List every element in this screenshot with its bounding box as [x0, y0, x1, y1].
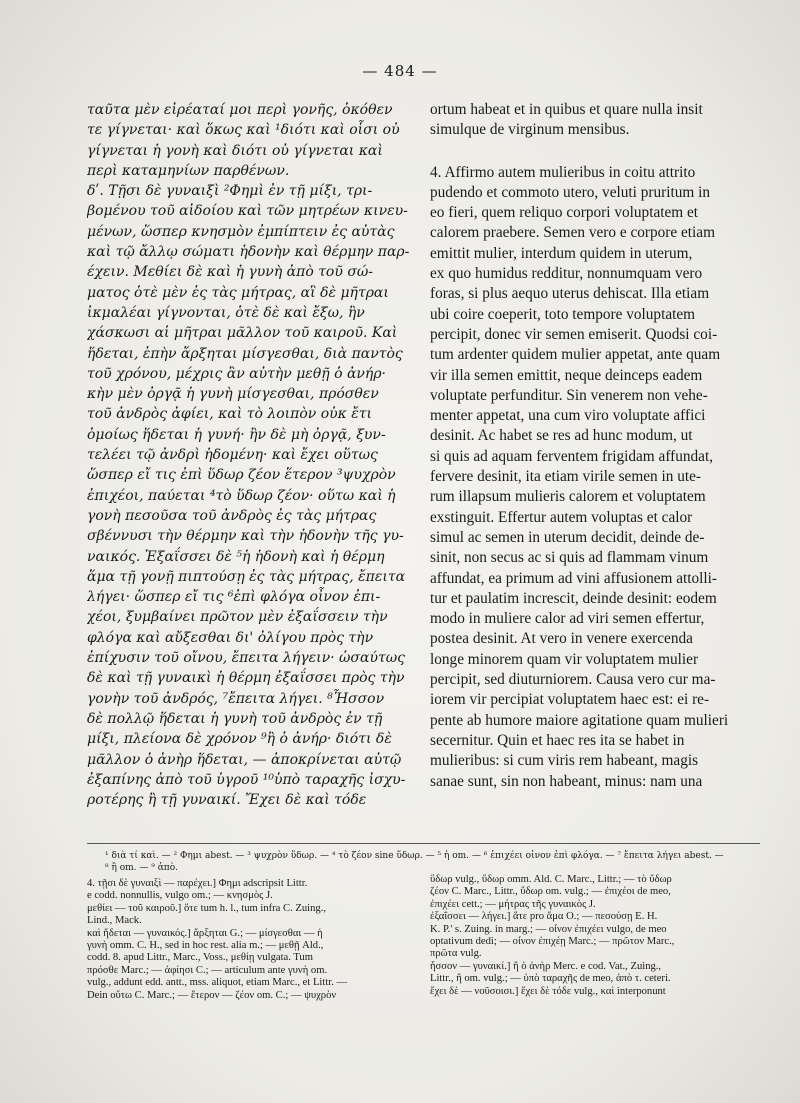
- greek-text-line: σβέννυσι τὴν θέρμην καὶ τὴν ἡδονὴν τῆς γυ-: [87, 528, 404, 545]
- paragraph-gap: [430, 141, 760, 163]
- greek-text-line: ἥδεται, ἐπὴν ἄρξηται μίσγεσθαι, διὰ παντὸς: [87, 345, 403, 362]
- greek-text-line: φλόγα καὶ αὔξεσθαι δι' ὀλίγου πρὸς τὴν: [87, 629, 374, 646]
- greek-text-line: μίξι, πλείονα δὲ χρόνον ⁹ἢ ὁ ἀνήρ· διότι δὲ: [87, 731, 392, 748]
- apparatus-line: ὕδωρ vulg., ὕδωρ omm. Ald. C. Marc., Littr.; — τὸ ὕδωρ: [430, 874, 672, 885]
- latin-text-line: iorem vir percipiat voluptatem haec est: ei re-: [430, 691, 710, 709]
- apparatus-line: vulg., addunt edd. antt., mss. aliquot, etiam Marc., et Littr. —: [87, 977, 348, 989]
- latin-text-line: simulque de virginum mensibus.: [430, 121, 630, 139]
- latin-text-line: rum illapsum mulieris calorem et voluptatem: [430, 488, 706, 506]
- footnote-line: ¹ διὰ τί καὶ. — ² Φημι abest. — ³ ψυχρὸν ὕδωρ. — ⁴ τὸ ζέον sine ὕδωρ. — ⁵ ἡ om. — ⁶ ἐπιχέει οἶνον ἐπὶ φλόγα. — ⁷ ἔπειτα λήγει abest. —: [105, 851, 724, 861]
- greek-text-line: ἐπιχέοι, παύεται ⁴τὸ ὕδωρ ζέον· οὕτω καὶ ἡ: [87, 487, 396, 504]
- apparatus-line: πρόσθε Marc.; — ἀφίησι C.; — articulum ante γυνὴ om.: [87, 964, 328, 976]
- footnote-line: ⁸ ἢ om. — ⁹ ἀπὸ.: [105, 863, 178, 873]
- greek-text-line: λήγει· ὥσπερ εἴ τις ⁶ἐπὶ φλόγα οἶνον ἐπι-: [87, 589, 381, 606]
- latin-text-line: longe minorem quam vir voluptatem mulier: [430, 650, 699, 668]
- latin-text-line: modo in muliere calor ad viri semen effertur,: [430, 610, 705, 628]
- apparatus-line: e codd. nonnullis, vulgo om.; — κνησμὸς J.: [87, 890, 273, 902]
- latin-text-line: exstinguit. Effertur autem voluptas et calor: [430, 508, 693, 526]
- critical-apparatus-right: [430, 874, 760, 998]
- latin-text-line: desinit. Ac habet se res ad hunc modum, ut: [430, 427, 693, 445]
- latin-text-line: ex quo humidus redditur, nonnumquam vero: [430, 265, 703, 283]
- greek-text-line: ὥσπερ εἴ τις ἐπὶ ὕδωρ ζέον ἕτερον ³ψυχρὸν: [87, 467, 396, 484]
- latin-text-column: [430, 100, 760, 792]
- latin-text-line: fervere desinit, ita etiam virile semen in ute-: [430, 468, 701, 486]
- latin-text-line: sinit, non secus ac si quis ad flammam vinum: [430, 549, 709, 567]
- greek-text-line: ἐξαπίνης ἀπὸ τοῦ ὑγροῦ ¹⁰ὑπὸ ταραχῆς ἰσχυ-: [87, 771, 406, 788]
- latin-text-line: vir illa semen emittit, neque deinceps eadem: [430, 366, 703, 384]
- greek-text-line: ἰκμαλέαι γίγνονται, ὁτὲ δὲ καὶ ἔξω, ἢν: [87, 304, 365, 321]
- latin-text-line: pudendo et commoto utero, veluti pruritum in: [430, 183, 710, 201]
- apparatus-line: ἧσσον — γυναικί.] ἢ ὁ ἀνὴρ Merc. e cod. Vat., Zuing.,: [430, 960, 662, 972]
- greek-text-line: βομένου τοῦ αἰδοίου καὶ τῶν μητρέων κινευ-: [87, 203, 408, 220]
- latin-text-line: tur et paulatim increscit, deinde desinit: eodem: [430, 589, 717, 607]
- greek-text-line: τελέει τῷ ἀνδρὶ ἡδομένη· καὶ ἔχει οὕτως: [87, 447, 378, 464]
- page-number: — 484 —: [362, 62, 438, 80]
- greek-text-line: ἐπίχυσιν τοῦ οἴνου, ἔπειτα λήγειν· ὡσαύτως: [87, 650, 405, 667]
- latin-text-line: tum ardenter quidem mulier appetat, ante quam: [430, 346, 721, 364]
- latin-text-line: percipit, donec vir semen emiserit. Quodsi coi-: [430, 325, 718, 343]
- greek-text-line: γονὴν τοῦ ἀνδρός, ⁷ἔπειτα λήγει. ⁸Ἧσσον: [87, 690, 385, 707]
- footnotes: [105, 850, 760, 874]
- greek-text-line: δʹ. Τῇσι δὲ γυναιξὶ ²Φημὶ ἐν τῇ μίξι, τρι-: [87, 183, 373, 200]
- greek-text-line: χέοι, ξυμβαίνει πρῶτον μὲν ἐξαΐσσειν τὴν: [87, 609, 388, 626]
- apparatus-line: γυνὴ omm. C. H., sed in hoc rest. alia m.; — μεθῇ Ald.,: [87, 939, 324, 951]
- apparatus-line: optativum dedi; — οἶνον ἐπιχέῃ Marc.; — πρῶτον Marc.,: [430, 935, 675, 947]
- latin-text-line: emittit mulier, interdum quidem in uterum,: [430, 244, 693, 262]
- greek-text-line: γίγνεται ἡ γονὴ καὶ διότι οὐ γίγνεται καὶ: [87, 142, 383, 159]
- apparatus-line: πρῶτα vulg.: [430, 948, 482, 960]
- latin-text-line: ortum habeat et in quibus et quare nulla insit: [430, 101, 703, 118]
- latin-text-line: 4. Affirmo autem mulieribus in coitu attrito: [430, 163, 696, 181]
- greek-text-line: δὲ πολλῷ ἥδεται ἡ γυνὴ τοῦ ἀνδρὸς ἐν τῇ: [87, 710, 383, 727]
- greek-text-line: μᾶλλον ὁ ἀνὴρ ἥδεται, — ἀποκρίνεται αὐτῷ: [87, 751, 402, 768]
- apparatus-line: Lind., Mack.: [87, 915, 142, 927]
- latin-text-line: sanae sunt, sin non habeant, minus: nam una: [430, 772, 703, 790]
- apparatus-line: μεθίει — τοῦ καιροῦ.] ὅτε tum h. l., tum infra C. Zuing.,: [87, 902, 326, 914]
- greek-text-line: δὲ καὶ τῇ γυναικὶ ἡ θέρμη ἐξαΐσσει πρὸς τὴν: [87, 670, 405, 687]
- apparatus-line: ἐξαΐσσει — λήγει.] ἅτε pro ἅμα O.; — πεσούσῃ E. H.: [430, 911, 658, 923]
- greek-text-column: [87, 100, 415, 810]
- greek-text-line: καὶ τῷ ἄλλῳ σώματι ἡδονὴν καὶ θέρμην παρ-: [87, 244, 410, 261]
- apparatus-line: Dein οὕτω C. Marc.; — ἕτερον — ζέον om. C.; — ψυχρὸν: [87, 989, 337, 1001]
- greek-text-line: ναικός. Ἐξαΐσσει δὲ ⁵ἡ ἡδονὴ καὶ ἡ θέρμη: [87, 548, 385, 565]
- latin-text-line: simul ac semen in uterum decidit, deinde de-: [430, 528, 705, 546]
- greek-text-line: ὁμοίως ἥδεται ἡ γυνή· ἢν δὲ μὴ ὀργᾷ, ξυν-: [87, 426, 386, 443]
- apparatus-line: K. P.' s. Zuing. in marg.; — οἶνον ἐπιχέει vulgo, de meo: [430, 923, 667, 935]
- greek-text-line: ἅμα τῇ γονῇ πιπτούσῃ ἐς τὰς μήτρας, ἔπειτα: [87, 568, 406, 585]
- greek-text-line: τοῦ χρόνου, μέχρις ἂν αὐτὴν μεθῇ ὁ ἀνήρ·: [87, 365, 386, 382]
- apparatus-line: ἔχει δὲ — νοῦσοισι.] ἔχει δὲ τόδε vulg., καὶ interponunt: [430, 985, 666, 997]
- greek-text-line: περὶ καταμηνίων παρθένων.: [87, 162, 290, 179]
- apparatus-line: ζέον C. Marc., Littr., ὕδωρ om. vulg.; — ἐπιχέοι de meo,: [430, 886, 671, 898]
- latin-text-line: percipit, sed diuturniorem. Causa vero cur ma-: [430, 671, 716, 689]
- greek-text-line: κὴν μὲν ὀργᾷ ἡ γυνὴ μίσγεσθαι, πρόσθεν: [87, 386, 379, 403]
- apparatus-line: codd. 8. apud Littr., Marc., Voss., μεθίῃ vulgata. Tum: [87, 952, 313, 964]
- latin-text-line: affundat, ea primum ad vini affusionem attolli-: [430, 569, 718, 587]
- greek-text-line: ταῦτα μὲν εἰρέαταί μοι περὶ γονῆς, ὁκόθεν: [87, 102, 393, 118]
- apparatus-line: ἐπιχέει cett.; — μήτρας τῆς γυναικὸς J.: [430, 898, 596, 910]
- apparatus-line: 4. τῇσι δὲ γυναιξὶ — παρέχει.] Φημι adscripsit Littr.: [87, 878, 308, 889]
- apparatus-line: Littr., ἢ om. vulg.; — ὑπὸ ταραχῆς de meo, ἀπὸ τ. ceteri.: [430, 973, 671, 985]
- greek-text-line: τε γίγνεται· καὶ ὅκως καὶ ¹διότι καὶ οἷσι οὐ: [87, 122, 400, 139]
- greek-text-line: χάσκωσι αἱ μῆτραι μᾶλλον τοῦ καιροῦ. Καὶ: [87, 325, 398, 342]
- apparatus-line: καὶ ἥδεται — γυναικός.] ἄρξηται G.; — μίσγεσθαι — ἡ: [87, 927, 323, 939]
- latin-text-line: foras, si plus aequo uterus dehiscat. Illa etiam: [430, 285, 710, 303]
- greek-text-line: μένων, ὥσπερ κνησμὸν ἐμπίπτειν ἐς αὐτὰς: [87, 223, 395, 240]
- critical-apparatus-left: [87, 874, 417, 1002]
- greek-text-line: γονὴ πεσοῦσα τοῦ ἀνδρὸς ἐς τὰς μήτρας: [87, 507, 377, 524]
- latin-text-line: menter appetat, una cum viro voluptate affici: [430, 407, 706, 425]
- footnote-divider: [87, 843, 760, 844]
- greek-text-line: ροτέρης ἢ τῇ γυναικί. Ἔχει δὲ καὶ τόδε: [87, 792, 367, 809]
- latin-text-line: calorem praebere. Semen vero e corpore etiam: [430, 224, 715, 242]
- latin-text-line: voluptate perfunditur. Sin venerem non vehe-: [430, 386, 708, 404]
- latin-text-line: eo fieri, quem reliquo corpori voluptatem et: [430, 204, 699, 222]
- greek-text-line: έχειν. Μεθίει δὲ καὶ ἡ γυνὴ ἀπὸ τοῦ σώ-: [87, 264, 374, 281]
- latin-text-line: mulieribus: si cum viris rem habeant, magis: [430, 752, 699, 770]
- latin-text-line: pente ab humore maiore agitatione quam mulieri: [430, 711, 729, 729]
- greek-text-line: ματος ὁτὲ μὲν ἐς τὰς μήτρας, αἳ δὲ μῆτραι: [87, 284, 389, 301]
- latin-text-line: ubi coire coeperit, toto tempore voluptatem: [430, 305, 696, 323]
- latin-text-line: secernitur. Quin et haec res ita se habet in: [430, 731, 685, 749]
- latin-text-line: postea desinit. At vero in venere exercenda: [430, 630, 693, 648]
- greek-text-line: τοῦ ἀνδρὸς ἀφίει, καὶ τὸ λοιπὸν οὐκ ἔτι: [87, 406, 373, 423]
- latin-text-line: si quis ad aquam ferventem frigidam affundat,: [430, 447, 714, 465]
